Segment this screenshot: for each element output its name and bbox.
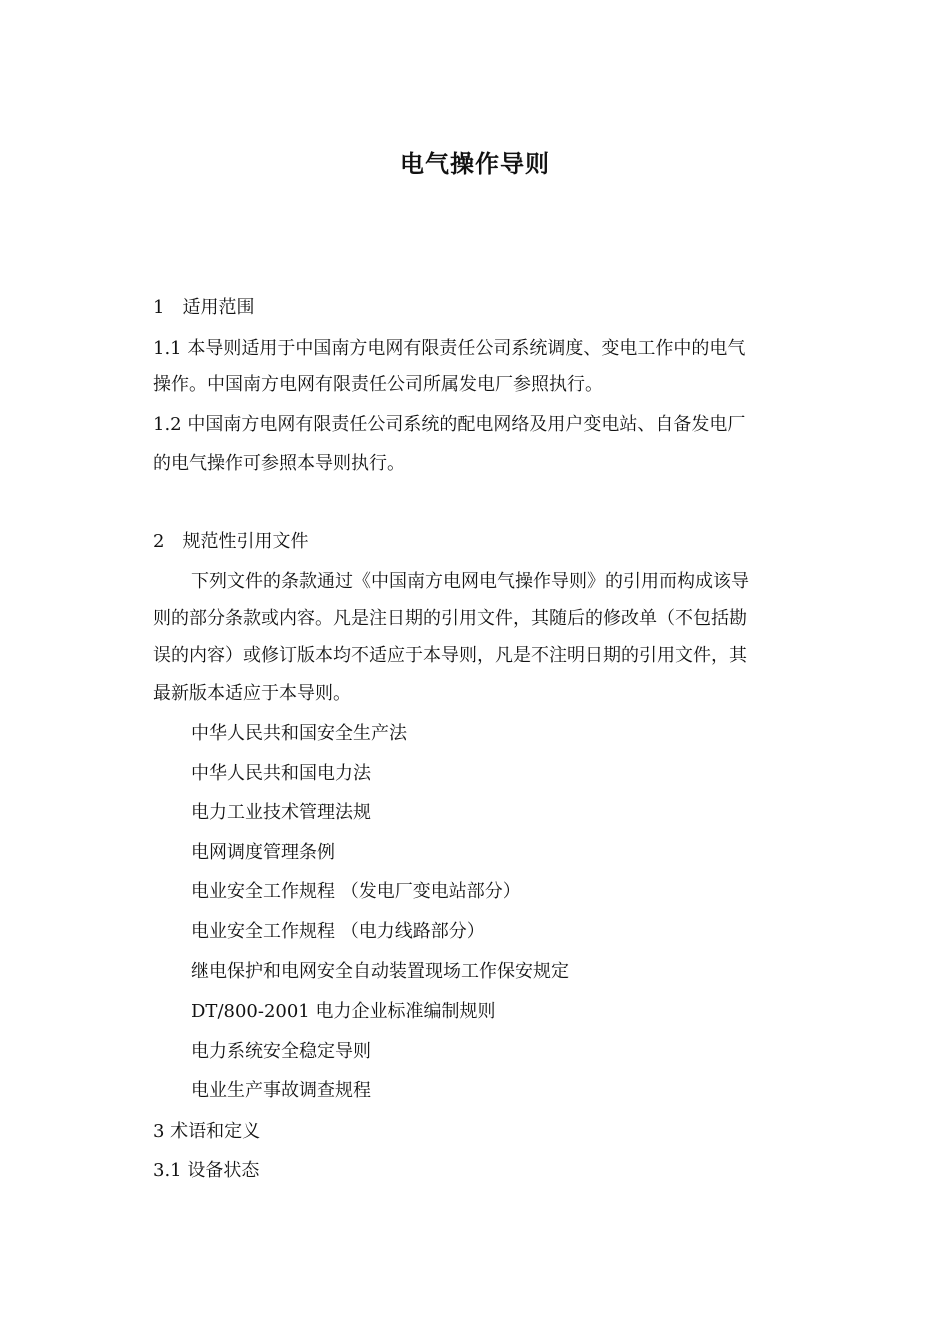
section-2-paragraph-line-2: 则的部分条款或内容。凡是注日期的引用文件，其随后的修改单（不包括勘 <box>153 608 747 629</box>
reference-item: 电业安全工作规程 （电力线路部分） <box>191 921 485 942</box>
section-1-title: 适用范围 <box>182 297 255 318</box>
section-2-heading <box>153 529 803 555</box>
reference-item: 电力工业技术管理法规 <box>191 802 371 823</box>
reference-item: DT/800-2001 电力企业标准编制规则 <box>191 1001 496 1022</box>
section-2-paragraph-line-3: 误的内容）或修订版本均不适应于本导则，凡是不注明日期的引用文件，其 <box>153 645 747 666</box>
clause-3-1-heading: 3.1 设备状态 <box>153 1160 260 1181</box>
reference-item: 电网调度管理条例 <box>191 842 335 863</box>
document-title: 电气操作导则 <box>400 150 550 178</box>
section-1-number: 1 <box>153 297 165 318</box>
section-1-heading <box>153 295 803 321</box>
reference-item: 电力系统安全稳定导则 <box>191 1041 371 1062</box>
section-2-paragraph-line-4: 最新版本适应于本导则。 <box>153 683 351 704</box>
clause-1-1-line-2: 操作。中国南方电网有限责任公司所属发电厂参照执行。 <box>153 374 603 395</box>
reference-item: 继电保护和电网安全自动装置现场工作保安规定 <box>191 961 569 982</box>
section-2-paragraph-line-1: 下列文件的条款通过《中国南方电网电气操作导则》的引用而构成该导 <box>191 571 749 592</box>
reference-item: 电业安全工作规程 （发电厂变电站部分） <box>191 881 521 902</box>
reference-item: 电业生产事故调查规程 <box>191 1080 371 1101</box>
section-3-heading: 3 术语和定义 <box>153 1121 261 1142</box>
section-2-number: 2 <box>153 531 165 552</box>
section-2-title: 规范性引用文件 <box>182 531 309 552</box>
clause-1-2-line-2: 的电气操作可参照本导则执行。 <box>153 453 405 474</box>
reference-item: 中华人民共和国电力法 <box>191 763 371 784</box>
clause-1-1-line-1: 1.1 本导则适用于中国南方电网有限责任公司系统调度、变电工作中的电气 <box>153 338 746 359</box>
clause-1-2-line-1: 1.2 中国南方电网有限责任公司系统的配电网络及用户变电站、自备发电厂 <box>153 414 746 435</box>
reference-item: 中华人民共和国安全生产法 <box>191 723 407 744</box>
